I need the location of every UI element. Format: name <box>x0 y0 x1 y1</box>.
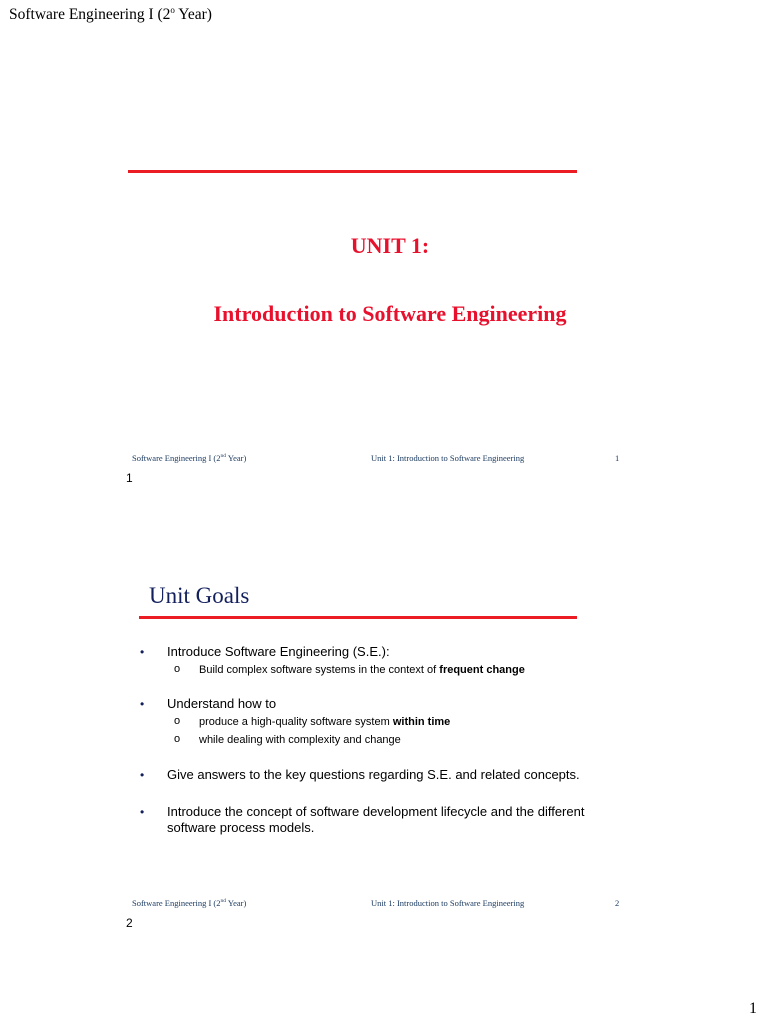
page-header-text-end: Year) <box>174 6 212 24</box>
goal-sub-item <box>167 661 620 679</box>
goal-sub-item-emphasis: within time <box>392 716 451 728</box>
slide-1-footer-course <box>132 453 246 463</box>
slide-1-footer-unit: Unit 1: Introduction to Software Engineering <box>371 453 525 463</box>
slide-2-title: Unit Goals <box>149 583 250 608</box>
slide-2-goals-list <box>140 644 620 836</box>
slide-2-index-label: 2 <box>126 916 133 930</box>
slide-1-top-rule <box>128 170 577 173</box>
goal-item: • Give answers to the key questions regarding S.E. and related concepts. <box>140 767 620 783</box>
goal-sub-item-text: produce a high-quality software system <box>199 716 393 728</box>
page-header-ordinal: o <box>170 5 175 15</box>
goal-sub-item <box>167 731 620 749</box>
goal-sub-item-text: while dealing with complexity and change <box>199 734 401 746</box>
goal-sub-item-emphasis: frequent change <box>439 664 525 676</box>
slide-1-unit-title: Introduction to Software Engineering <box>213 301 567 326</box>
slide-1-footer-slide-number: 1 <box>615 453 620 463</box>
slide-1-index-label: 1 <box>126 471 133 485</box>
slide-1-footer-course-text: Software Engineering I (2 <box>132 453 221 463</box>
goal-sub-list <box>167 713 620 749</box>
page-header-text: Software Engineering I (2 <box>9 6 171 24</box>
goal-item: • Introduce the concept of software development lifecycle and the different software process models. <box>140 804 620 836</box>
goal-item-text: Understand how to <box>167 696 277 711</box>
goal-sub-item-text: Build complex software systems in the context of <box>199 664 440 676</box>
slide-1-footer-course-text-end: Year) <box>226 453 247 463</box>
goal-sub-list <box>167 661 620 679</box>
goal-item <box>140 696 620 749</box>
page-header <box>9 5 212 24</box>
slide-2-footer-slide-number: 2 <box>615 898 620 908</box>
slide-2-footer-course-ordinal: nd <box>220 898 227 905</box>
goal-item-text: Introduce Software Engineering (S.E.): <box>167 644 390 659</box>
slide-1-footer-course-ordinal: nd <box>220 453 227 460</box>
slide-2-title-rule <box>139 616 577 619</box>
slide-2-footer-course-text-end: Year) <box>226 898 247 908</box>
goal-sub-item <box>167 713 620 731</box>
slide-2-footer-unit: Unit 1: Introduction to Software Engineering <box>371 898 525 908</box>
slide-2-footer-course-text: Software Engineering I (2 <box>132 898 221 908</box>
page-number: 1 <box>749 1000 757 1017</box>
slide-1-unit-number: UNIT 1: <box>350 233 430 258</box>
slide-2-footer-course <box>132 898 246 908</box>
goal-item <box>140 644 620 679</box>
